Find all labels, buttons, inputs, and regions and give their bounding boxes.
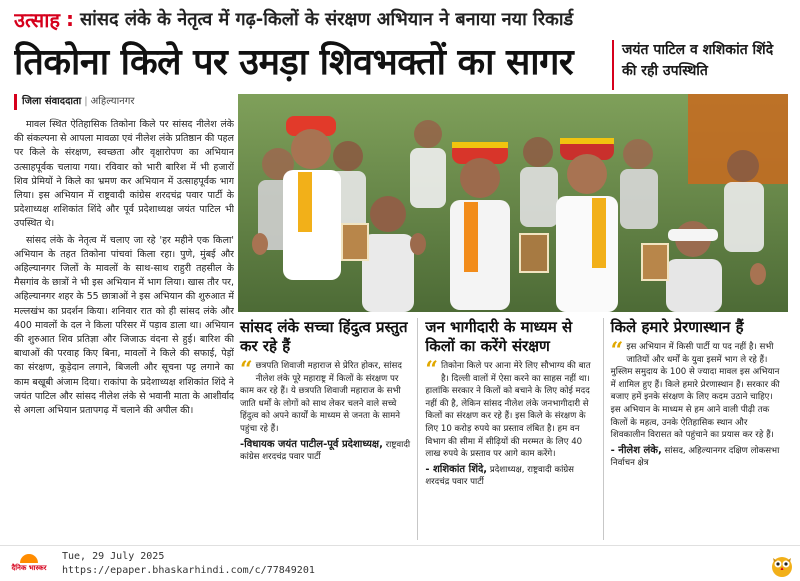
quote-box-2-heading: जन भागीदारी के माध्यम से किलों का करेंगे संरक्षण	[425, 318, 573, 355]
quote-box-2-name: - शशिकांत शिंदे,	[425, 463, 488, 475]
quote-box-3-heading: किले हमारे प्रेरणास्थान हैं	[610, 318, 744, 336]
headline: तिकोना किले पर उमड़ा शिवभक्तों का सागर	[14, 42, 574, 83]
epaper-url-link[interactable]: https://epaper.bhaskarhindi.com/c/77849201	[62, 565, 315, 576]
byline-author: जिला संवाददाता	[22, 96, 82, 107]
quote-boxes	[238, 318, 788, 540]
epaper-footer	[0, 545, 800, 581]
quote-mark-icon: “	[425, 357, 438, 383]
quote-box-1-body	[240, 357, 410, 436]
crowd-photo-illustration	[238, 94, 788, 312]
quote-mark-icon: “	[240, 357, 253, 383]
quote-box-1-text: छत्रपति शिवाजी महाराज से प्रेरित होकर, सांसद नीलेश लंके पूरे महाराष्ट्र में किलों के संरक्षण पर काम कर रहे हैं। ये छत्रपति शिवाजी महाराज के सभी जाति धर्मों के लोगों को साथ लेकर चलने वाले सच्चे हिंदुत्व को अपने कार्यों के माध्यम से जनता के सामने पहुंचा रहे हैं।	[240, 361, 402, 434]
kicker-tag: उत्साह	[14, 7, 60, 32]
quote-box-2-role: प्रदेशाध्यक्ष, राष्ट्रवादी कांग्रेस शरदचंद्र पवार पार्टी	[425, 464, 574, 488]
quote-box-3-name: - नीलेश लंके,	[610, 444, 662, 456]
quote-mark-icon: “	[610, 338, 624, 364]
kicker-colon: :	[66, 7, 74, 31]
quote-box-1-heading: सांसद लंके सच्चा हिंदुत्व प्रस्तुत कर रहे हैं	[240, 318, 408, 355]
news-photo	[238, 94, 788, 312]
article-body	[14, 118, 234, 538]
dainik-bhaskar-logo[interactable]	[6, 554, 52, 576]
logo-brand-text: दैनिक भास्कर	[11, 564, 47, 572]
quote-box-3	[603, 318, 788, 540]
sun-icon	[20, 554, 38, 563]
byline-place: अहिल्यानगर	[90, 96, 135, 107]
side-headline: जयंत पाटिल व शशिकांत शिंदे की रही उपस्थिति	[612, 40, 788, 90]
kicker-text: सांसद लंके के नेतृत्व में गढ़-किलों के संरक्षण अभियान ने बनाया नया रिकार्ड	[80, 9, 574, 30]
quote-box-3-text: इस अभियान में किसी पार्टी या पद नहीं है। सभी जातियों और धर्मों के युवा इसमें भाग ले रहे हैं। मुस्लिम समुदाय के 100 से ज्यादा मावल इस अभियान में शामिल हुए हैं। किले हमारे प्रेरणास्थान हैं। सरकार की बजाए हमें इनके संरक्षण के लिए कदम उठाने चाहिए। इस अभियान के माध्यम से हम आने वाली पीढ़ी तक किलों के महत्व, उनके ऐतिहासिक स्थान और शिवकालीन विरासत को पहुंचाने का प्रयास कर रहे हैं।	[610, 342, 780, 441]
quote-box-2-text: तिकोना किले पर आना मेरे लिए सौभाग्य की बात है। दिल्ली वालों में ऐसा करने का साहस नहीं था। हालांकि सरकार ने किलों को बचाने के लिए कोई मदद नहीं की है, लेकिन सांसद नीलेश लंके जनभागीदारी से किलों का संरक्षण कर रहे हैं। इस किले के संरक्षण के लिए 10 करोड़ रुपये का प्रस्ताव लंबित है। हम वन विभाग की सीमा में सीढ़ियों की मरम्मत के लिए 40 लाख रुपये के प्रस्ताव पर आगे काम करेंगे।	[425, 361, 591, 460]
article-paragraph-2: सांसद लंके के नेतृत्व में चलाए जा रहे 'हर महीने एक किला' अभियान के तहत तिकोना पांचवां किला रहा। पुणे, मुंबई और अहिल्यानगर जिलों के मावलों के साथ-साथ राहुरी तहसील के मैसगांव के छात्रों ने भी इस अभियान में भाग लिया। खास तौर पर, अहिल्यानगर शहर के 55 छात्राओं ने इस अभियान की शुरुआत में मल्लखंभ का प्रदर्शन किया। शनिवार रात को ही सांसद लंके और 400 मावलों के दल ने किला परिसर में पड़ाव डाला था। अभियान की शुरुआत शिव प्रतिज्ञा और जिजाऊ वंदना से हुई। बारिश की बाधाओं की परवाह किए बिना, मावलों ने किले की सफाई, पेड़ों का संरक्षण, कूड़ेदान लगाने, बिजली और सूचना पट्ट लगाने का काम बखूबी अंजाम दिया। राकांपा के प्रदेशाध्यक्ष शशिकांत शिंदे ने जयंत पाटिल और सांसद नीलेश लंके से भवानी माता के आशीर्वाद से अगला अभियान प्रतापगढ़ में चलाने की अपील की।	[14, 234, 234, 417]
byline-separator: |	[84, 96, 88, 107]
kicker-line	[14, 4, 786, 34]
quote-box-3-body	[610, 338, 781, 442]
quote-box-2	[417, 318, 602, 540]
quote-box-2-body	[425, 357, 595, 461]
owl-icon[interactable]	[770, 552, 794, 578]
quote-box-1	[238, 318, 417, 540]
byline	[14, 94, 234, 110]
quote-box-2-signature	[425, 464, 595, 489]
quote-box-3-role: सांसद, अहिल्यानगर दक्षिण लोकसभा निर्वाचन क्षेत्र	[610, 445, 780, 469]
footer-meta	[62, 550, 315, 578]
edition-date: Tue, 29 July 2025	[62, 551, 165, 562]
quote-box-3-signature	[611, 445, 781, 470]
quote-box-1-role: राष्ट्रवादी कांग्रेस शरदचंद्र पवार पार्टी	[240, 439, 411, 463]
quote-box-1-name: -विधायक जयंत पाटील-पूर्व प्रदेशाध्यक्ष,	[240, 438, 383, 450]
quote-box-1-signature	[240, 439, 410, 464]
article-paragraph-1: मावल स्थित ऐतिहासिक तिकोना किले पर सांसद नीलेश लंके की संकल्पना से आपला मावळा एवं नीलेश लंके प्रतिष्ठान की पहल पर किले के संरक्षण, स्वच्छता और वृक्षारोपण का अभियान उत्साहपूर्वक चलाया गया। रविवार को भारी बारिश में भी हजारों शिव प्रेमियों ने किले का भ्रमण कर अभियान में उत्साहपूर्वक भाग लिया। इस अभियान में राष्ट्रवादी कांग्रेस शरदचंद्र पवार पार्टी के प्रदेशाध्यक्ष शशिकांत शिंदे और पूर्व प्रदेशाध्यक्ष जयंत पाटिल भी उपस्थित थे।	[14, 119, 234, 230]
